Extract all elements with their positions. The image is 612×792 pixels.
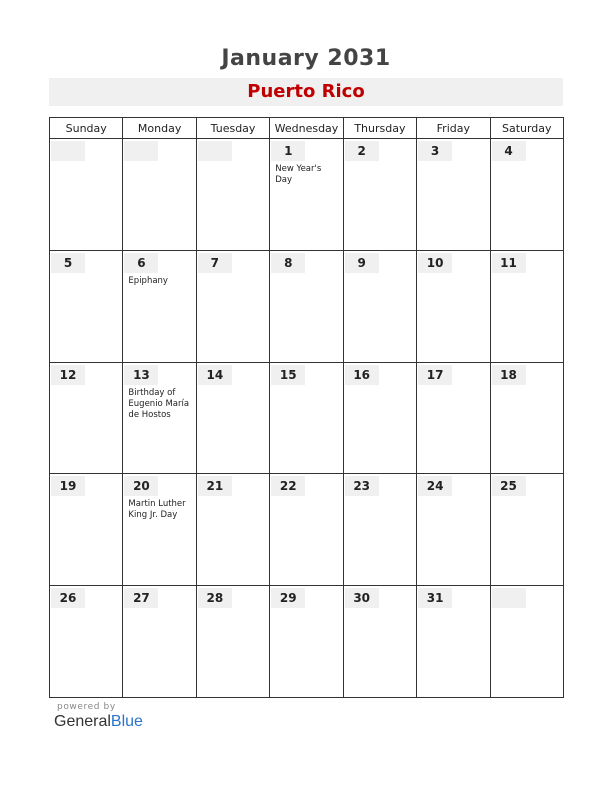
day-cell (270, 139, 343, 251)
day-number: 11 (492, 253, 526, 273)
week-row (50, 139, 564, 251)
day-number: 23 (345, 476, 379, 496)
day-cell (343, 139, 416, 251)
empty-day-cell (123, 139, 196, 251)
weekday-tuesday: Tuesday (196, 118, 269, 139)
powered-by-text: powered by (57, 702, 116, 712)
day-number (492, 588, 526, 608)
calendar-grid (49, 117, 564, 698)
day-number: 19 (51, 476, 85, 496)
week-row (50, 586, 564, 698)
day-number: 25 (492, 476, 526, 496)
weekday-friday: Friday (417, 118, 490, 139)
day-number: 15 (271, 365, 305, 385)
day-cell (343, 474, 416, 586)
day-number: 8 (271, 253, 305, 273)
weekday-thursday: Thursday (343, 118, 416, 139)
day-cell (490, 139, 563, 251)
day-cell (490, 362, 563, 474)
empty-day-cell (490, 586, 563, 698)
week-row (50, 362, 564, 474)
weekday-wednesday: Wednesday (270, 118, 343, 139)
day-number: 7 (198, 253, 232, 273)
day-cell (270, 474, 343, 586)
holiday-label: Epiphany (128, 275, 168, 286)
day-number: 21 (198, 476, 232, 496)
day-number: 2 (345, 141, 379, 161)
holiday-label: Birthday of Eugenio María de Hostos (128, 387, 190, 420)
weekday-saturday: Saturday (490, 118, 563, 139)
day-number: 26 (51, 588, 85, 608)
generalblue-logo[interactable] (54, 713, 143, 731)
day-cell (123, 474, 196, 586)
holiday-label: Martin Luther King Jr. Day (128, 499, 186, 521)
day-cell (50, 474, 123, 586)
week-row (50, 250, 564, 362)
day-cell (490, 474, 563, 586)
day-number: 31 (418, 588, 452, 608)
day-number: 5 (51, 253, 85, 273)
day-cell (343, 586, 416, 698)
day-number: 29 (271, 588, 305, 608)
empty-day-cell (196, 139, 269, 251)
day-cell (123, 250, 196, 362)
day-number: 6 (124, 253, 158, 273)
day-cell (417, 474, 490, 586)
weekday-header-row (50, 118, 564, 139)
day-number (51, 141, 85, 161)
day-number: 1 (271, 141, 305, 161)
day-number (124, 141, 158, 161)
day-cell (50, 250, 123, 362)
day-cell (417, 586, 490, 698)
brand-blue: Blue (110, 713, 143, 730)
day-number (198, 141, 232, 161)
day-number: 12 (51, 365, 85, 385)
day-cell (417, 250, 490, 362)
day-number: 20 (124, 476, 158, 496)
day-cell (490, 250, 563, 362)
day-cell (196, 362, 269, 474)
day-cell (270, 362, 343, 474)
country-name: Puerto Rico (49, 78, 563, 106)
day-cell (417, 362, 490, 474)
weekday-monday: Monday (123, 118, 196, 139)
day-cell (123, 586, 196, 698)
day-number: 27 (124, 588, 158, 608)
day-cell (196, 474, 269, 586)
day-number: 4 (492, 141, 526, 161)
brand-general: General (54, 713, 111, 730)
day-cell (270, 250, 343, 362)
day-cell (196, 586, 269, 698)
day-number: 18 (492, 365, 526, 385)
day-number: 10 (418, 253, 452, 273)
day-cell (417, 139, 490, 251)
day-number: 16 (345, 365, 379, 385)
day-number: 13 (124, 365, 158, 385)
day-number: 22 (271, 476, 305, 496)
day-number: 24 (418, 476, 452, 496)
day-number: 28 (198, 588, 232, 608)
weekday-sunday: Sunday (50, 118, 123, 139)
day-number: 30 (345, 588, 379, 608)
day-number: 9 (345, 253, 379, 273)
day-cell (50, 362, 123, 474)
day-cell (343, 362, 416, 474)
holiday-label: New Year's Day (275, 164, 322, 185)
day-cell (196, 250, 269, 362)
day-number: 14 (198, 365, 232, 385)
day-number: 3 (418, 141, 452, 161)
day-cell (50, 586, 123, 698)
calendar-title: January 2031 (221, 46, 391, 71)
empty-day-cell (50, 139, 123, 251)
day-number: 17 (418, 365, 452, 385)
week-row (50, 474, 564, 586)
day-cell (123, 362, 196, 474)
day-cell (343, 250, 416, 362)
day-cell (270, 586, 343, 698)
